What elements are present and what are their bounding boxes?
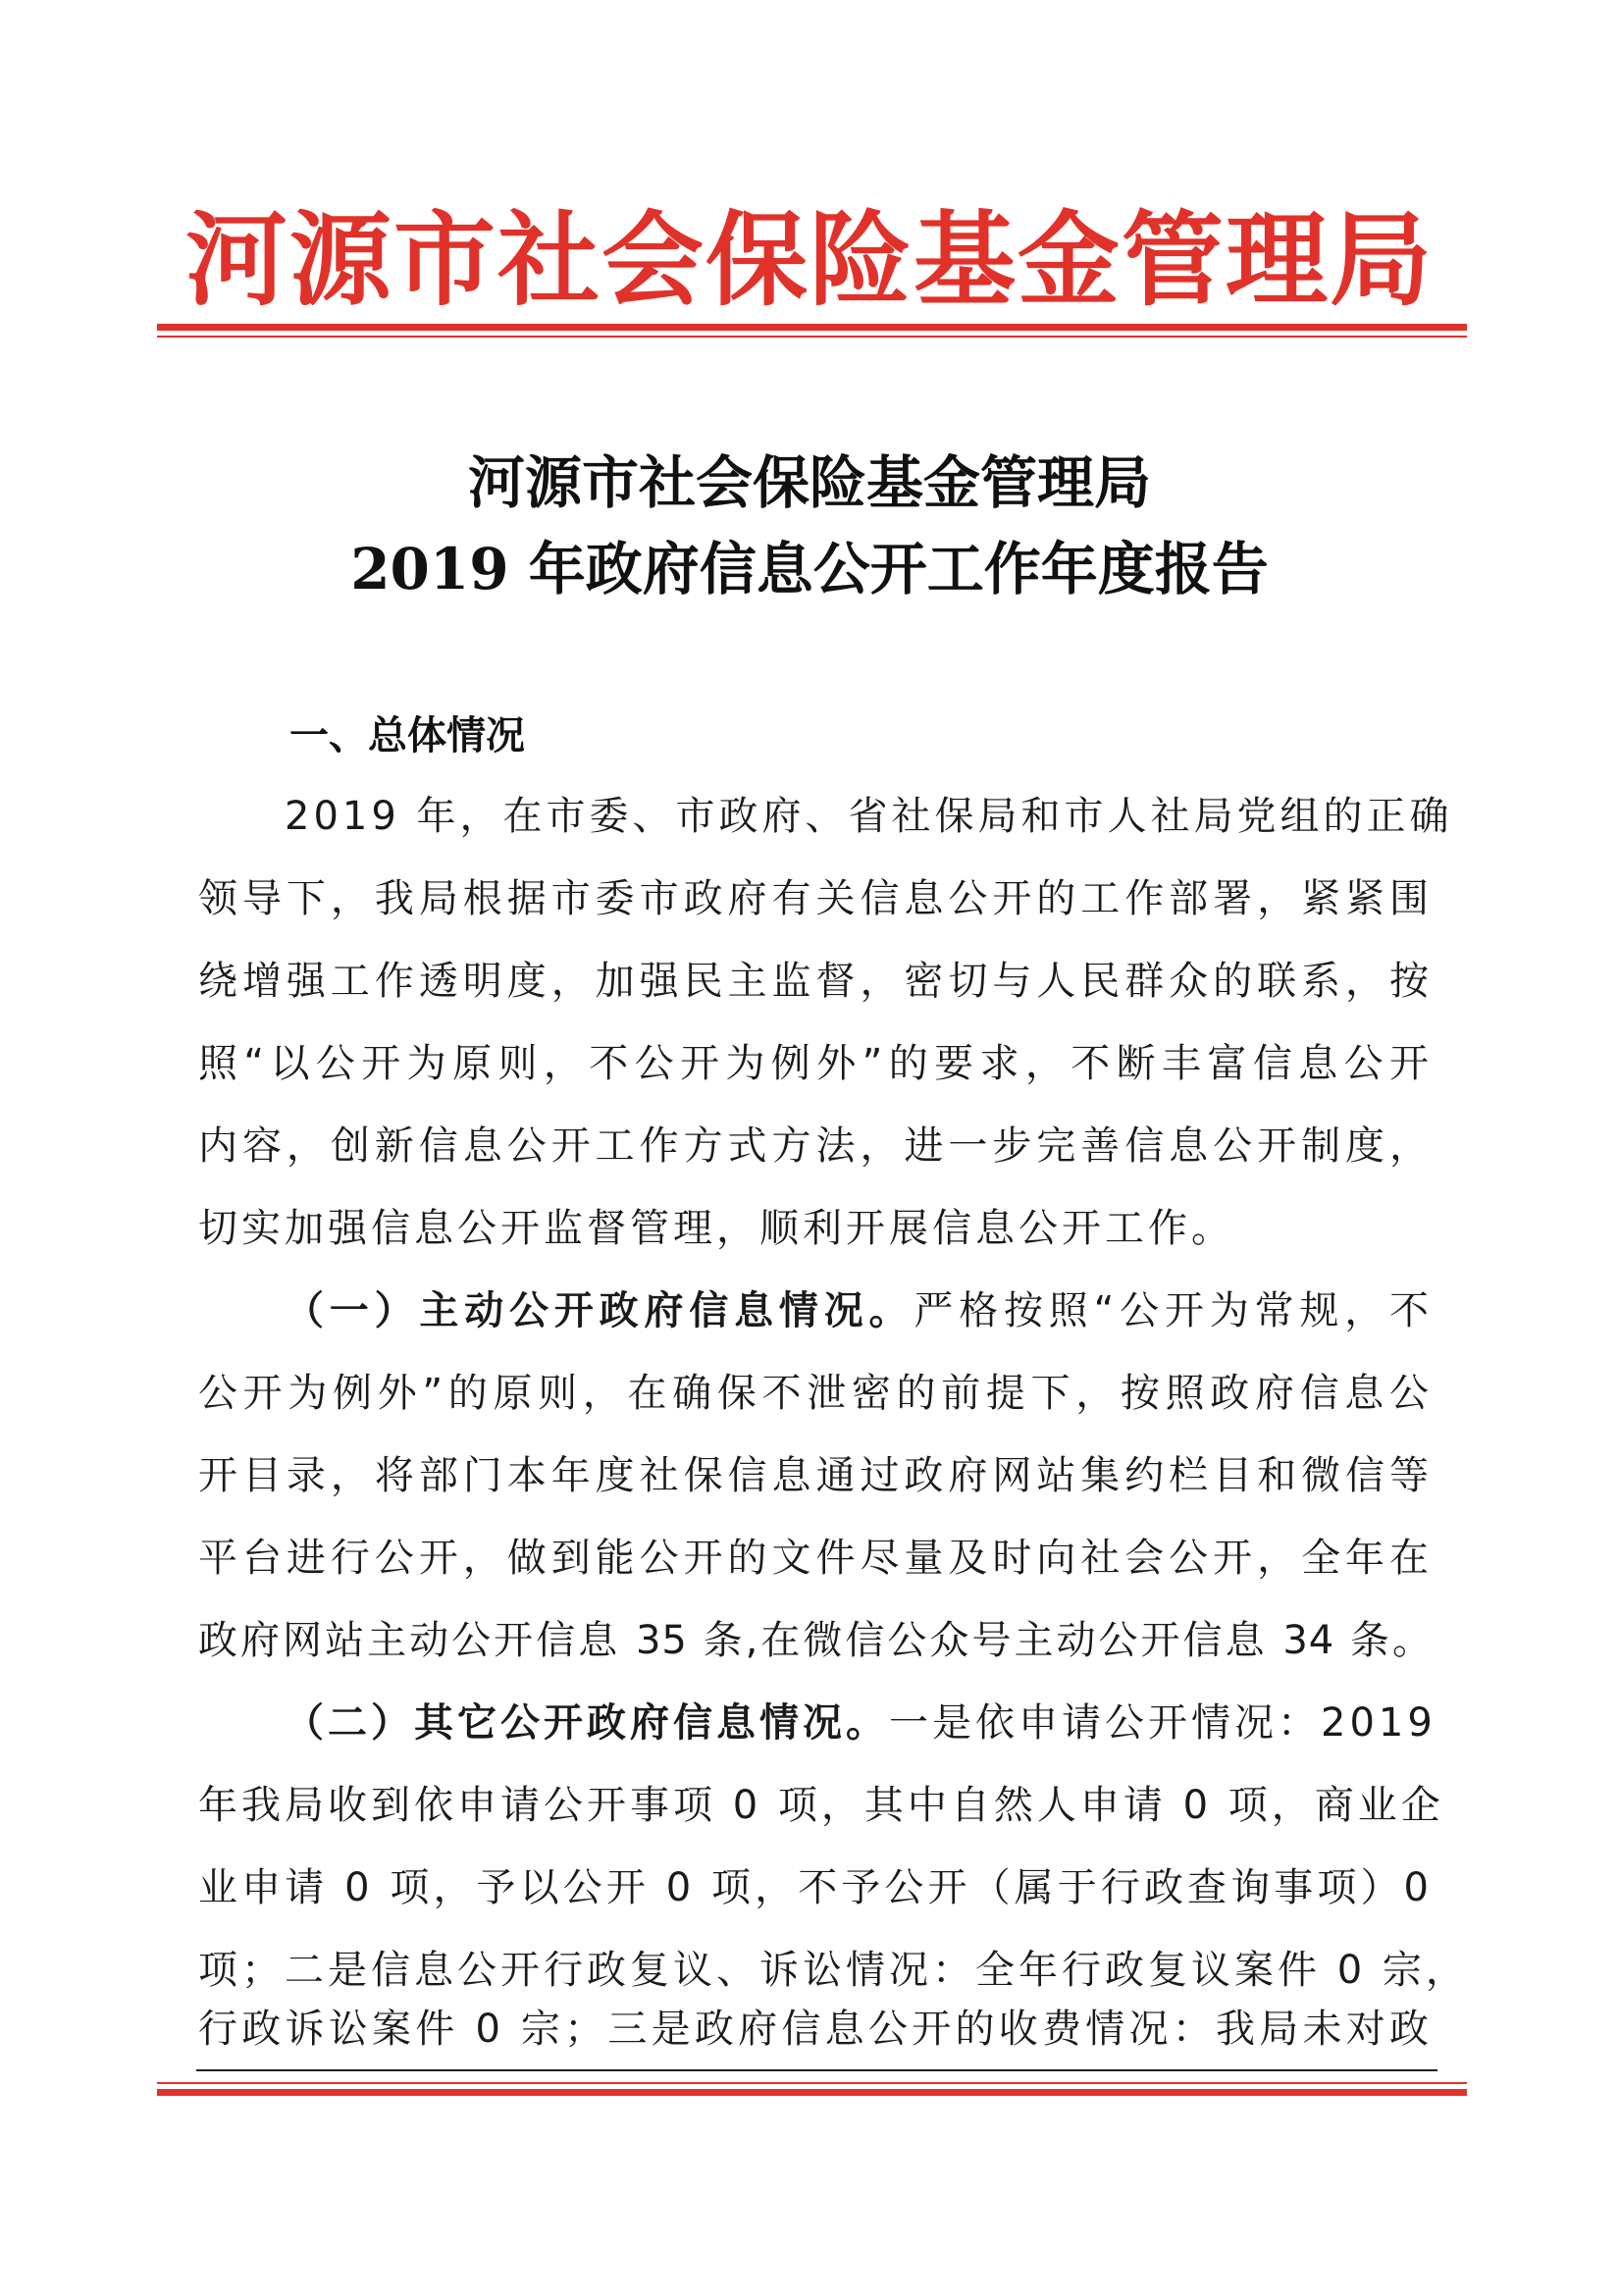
subsection-lead: （一）主动公开政府信息情况。 [285,1288,914,1333]
paragraph-line: 照“以公开为原则，不公开为例外”的要求，不断丰富信息公开 [198,1041,1433,1086]
paragraph-line: 绕增强工作透明度，加强民主监督，密切与人民群众的联系，按 [198,959,1433,1004]
paragraph-line [285,1270,1433,1352]
text-underline [196,2069,1437,2071]
section-heading: 一、总体情况 [289,713,525,758]
paragraph-line: 内容，创新信息公开工作方式方法，进一步完善信息公开制度， [198,1123,1433,1169]
paragraph-line: 业申请 0 项，予以公开 0 项，不予公开（属于行政查询事项）0 [198,1865,1433,1910]
paragraph-line: 项；二是信息公开行政复议、诉讼情况：全年行政复议案件 0 宗， [198,1948,1469,1993]
paragraph-line [285,1682,1436,1764]
report-title-line1: 河源市社会保险基金管理局 [467,449,1151,516]
report-title-line2: 2019 年政府信息公开工作年度报告 [350,536,1269,602]
paragraph-line: 开目录，将部门本年度社保信息通过政府网站集约栏目和微信等 [198,1453,1433,1498]
paragraph-line: 行政诉讼案件 0 宗；三是政府信息公开的收费情况：我局未对政 [198,2007,1433,2052]
paragraph-line: 年我局收到依申请公开事项 0 项，其中自然人申请 0 项，商业企 [198,1783,1444,1828]
paragraph-line: 政府网站主动公开信息 35 条,在微信公众号主动公开信息 34 条。 [198,1618,1433,1663]
paragraph-line: 公开为例外”的原则，在确保不泄密的前提下，按照政府信息公 [198,1371,1433,1416]
paragraph-text: 一是依申请公开情况：2019 [889,1700,1436,1746]
org-masthead: 河源市社会保险基金管理局 [184,199,1434,320]
footer-divider [157,2082,1467,2096]
subsection-lead: （二）其它公开政府信息情况。 [285,1700,889,1746]
paragraph-line: 平台进行公开，做到能公开的文件尽量及时向社会公开，全年在 [198,1536,1433,1581]
masthead-divider [157,324,1467,338]
paragraph-line: 领导下，我局根据市委市政府有关信息公开的工作部署，紧紧围 [198,876,1433,921]
paragraph-line: 2019 年，在市委、市政府、省社保局和市人社局党组的正确 [285,794,1453,839]
paragraph-text: 严格按照“公开为常规，不 [914,1288,1433,1333]
paragraph-line: 切实加强信息公开监督管理，顺利开展信息公开工作。 [198,1206,1234,1251]
